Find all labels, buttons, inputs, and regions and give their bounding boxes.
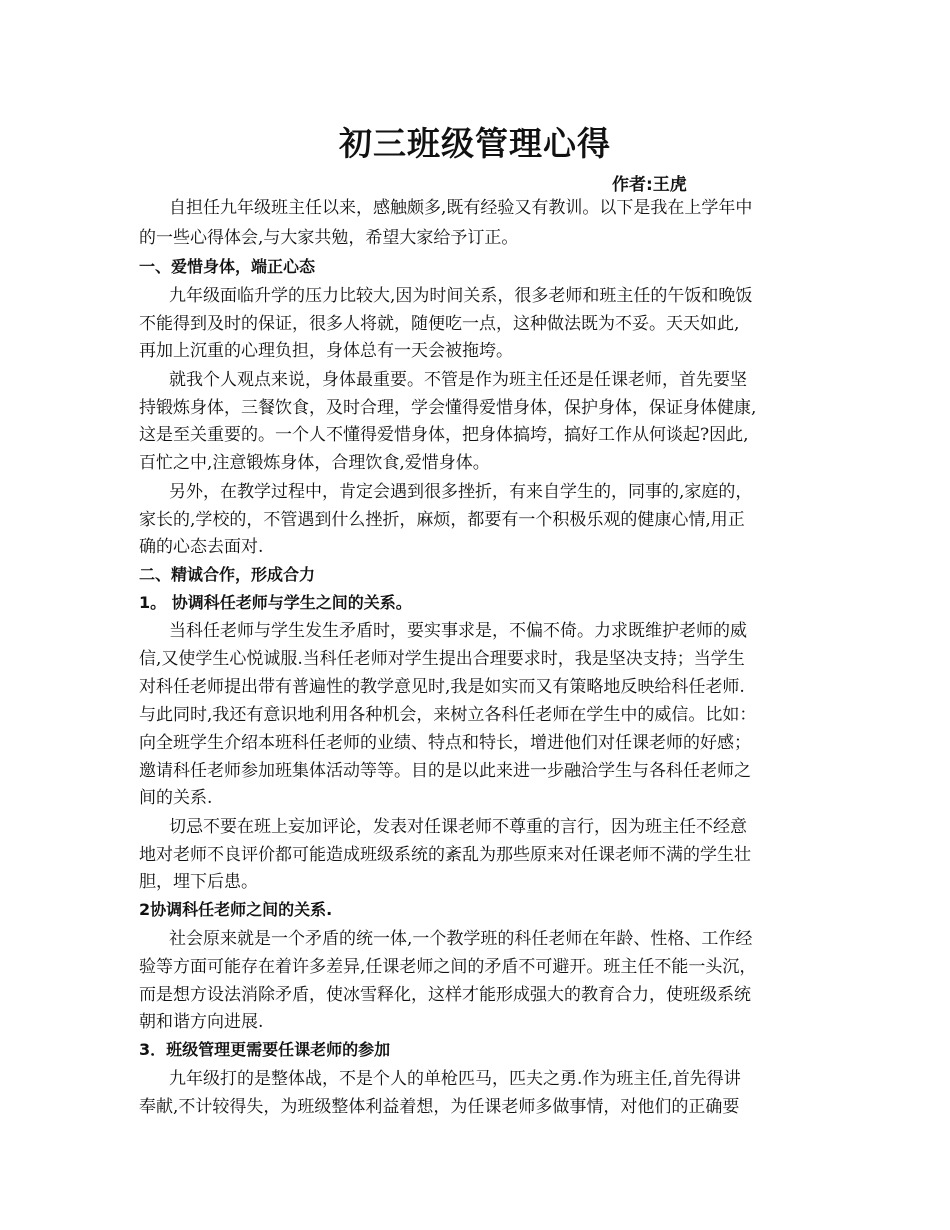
- paragraph-line: 再加上沉重的心理负担，身体总有一天会被拖垮。: [139, 341, 513, 361]
- paragraph-line: 不能得到及时的保证，很多人将就，随便吃一点，这种做法既为不妥。天天如此,: [139, 314, 740, 334]
- paragraph-line: 确的心态去面对.: [139, 537, 264, 557]
- paragraph-line: 而是想方设法消除矛盾，使冰雪释化，这样才能形成强大的教育合力，使班级系统: [139, 985, 751, 1005]
- paragraph-line: 另外，在教学过程中，肯定会遇到很多挫折，有来自学生的，同事的,家庭的，: [169, 482, 753, 502]
- paragraph-line: 与此同时,我还有意识地利用各种机会，来树立各科任老师在学生中的威信。比如：: [139, 705, 757, 725]
- paragraph-line: 家长的,学校的，不管遇到什么挫折，麻烦，都要有一个积极乐观的健康心情,用正: [139, 510, 745, 530]
- paragraph-line: 邀请科任老师参加班集体活动等等。目的是以此来进一步融洽学生与各科任老师之: [139, 761, 751, 781]
- section-heading: 一、爱惜身体，端正心态: [139, 257, 316, 276]
- paragraph-line: 胆，埋下后患。: [139, 872, 258, 892]
- paragraph-line: 间的关系.: [139, 788, 213, 808]
- paragraph-line: 朝和谐方向进展.: [139, 1012, 264, 1032]
- subsection-heading: 2协调科任老师之间的关系.: [139, 900, 333, 919]
- paragraph-line: 切忌不要在班上妄加评论，发表对任课老师不尊重的言行，因为班主任不经意: [169, 817, 747, 837]
- subsection-heading: 1。 协调科任老师与学生之间的关系。: [139, 593, 412, 612]
- paragraph-line: 持锻炼身体，三餐饮食，及时合理，学会懂得爱惜身体，保护身体，保证身体健康,: [139, 398, 757, 418]
- paragraph-line: 奉献,不计较得失，为班级整体利益着想，为任课老师多做事情，对他们的正确要: [139, 1097, 740, 1117]
- paragraph-line: 向全班学生介绍本班科任老师的业绩、特点和特长，增进他们对任课老师的好感；: [139, 733, 751, 753]
- paragraph-line: 信,又使学生心悦诚服.当科任老师对学生提出合理要求时，我是坚决支持；当学生: [139, 649, 745, 669]
- paragraph-line: 九年级打的是整体战，不是个人的单枪匹马，匹夫之勇.作为班主任,首先得讲: [169, 1069, 741, 1089]
- paragraph-line: 对科任老师提出带有普遍性的教学意见时,我是如实而又有策略地反映给科任老师.: [139, 677, 745, 697]
- paragraph-line: 这是至关重要的。一个人不懂得爱惜身体，把身体搞垮，搞好工作从何谈起?因此,: [139, 425, 749, 445]
- subsection-heading: 3．班级管理更需要任课老师的参加: [139, 1040, 391, 1059]
- paragraph-line: 验等方面可能存在着许多差异,任课老师之间的矛盾不可避开。班主任不能一头沉，: [139, 957, 757, 977]
- intro-line: 的一些心得体会,与大家共勉，希望大家给予订正。: [139, 228, 519, 248]
- paragraph-line: 百忙之中,注意锻炼身体，合理饮食,爱惜身体。: [139, 453, 490, 473]
- paragraph-line: 当科任老师与学生发生矛盾时，要实事求是，不偏不倚。力求既维护老师的威: [169, 621, 747, 641]
- document-author: 作者:王虎: [612, 175, 687, 195]
- document-title: 初三班级管理心得: [339, 124, 611, 163]
- intro-line: 自担任九年级班主任以来，感触颇多,既有经验又有教训。以下是我在上学年中: [169, 198, 753, 218]
- paragraph-line: 社会原来就是一个矛盾的统一体,一个教学班的科任老师在年龄、性格、工作经: [169, 929, 753, 949]
- paragraph-line: 就我个人观点来说，身体最重要。不管是作为班主任还是任课老师，首先要坚: [169, 370, 747, 390]
- paragraph-line: 地对老师不良评价都可能造成班级系统的紊乱为那些原来对任课老师不满的学生壮: [139, 845, 751, 865]
- section-heading: 二、精诚合作，形成合力: [139, 565, 316, 584]
- paragraph-line: 九年级面临升学的压力比较大,因为时间关系，很多老师和班主任的午饭和晚饭: [169, 286, 753, 306]
